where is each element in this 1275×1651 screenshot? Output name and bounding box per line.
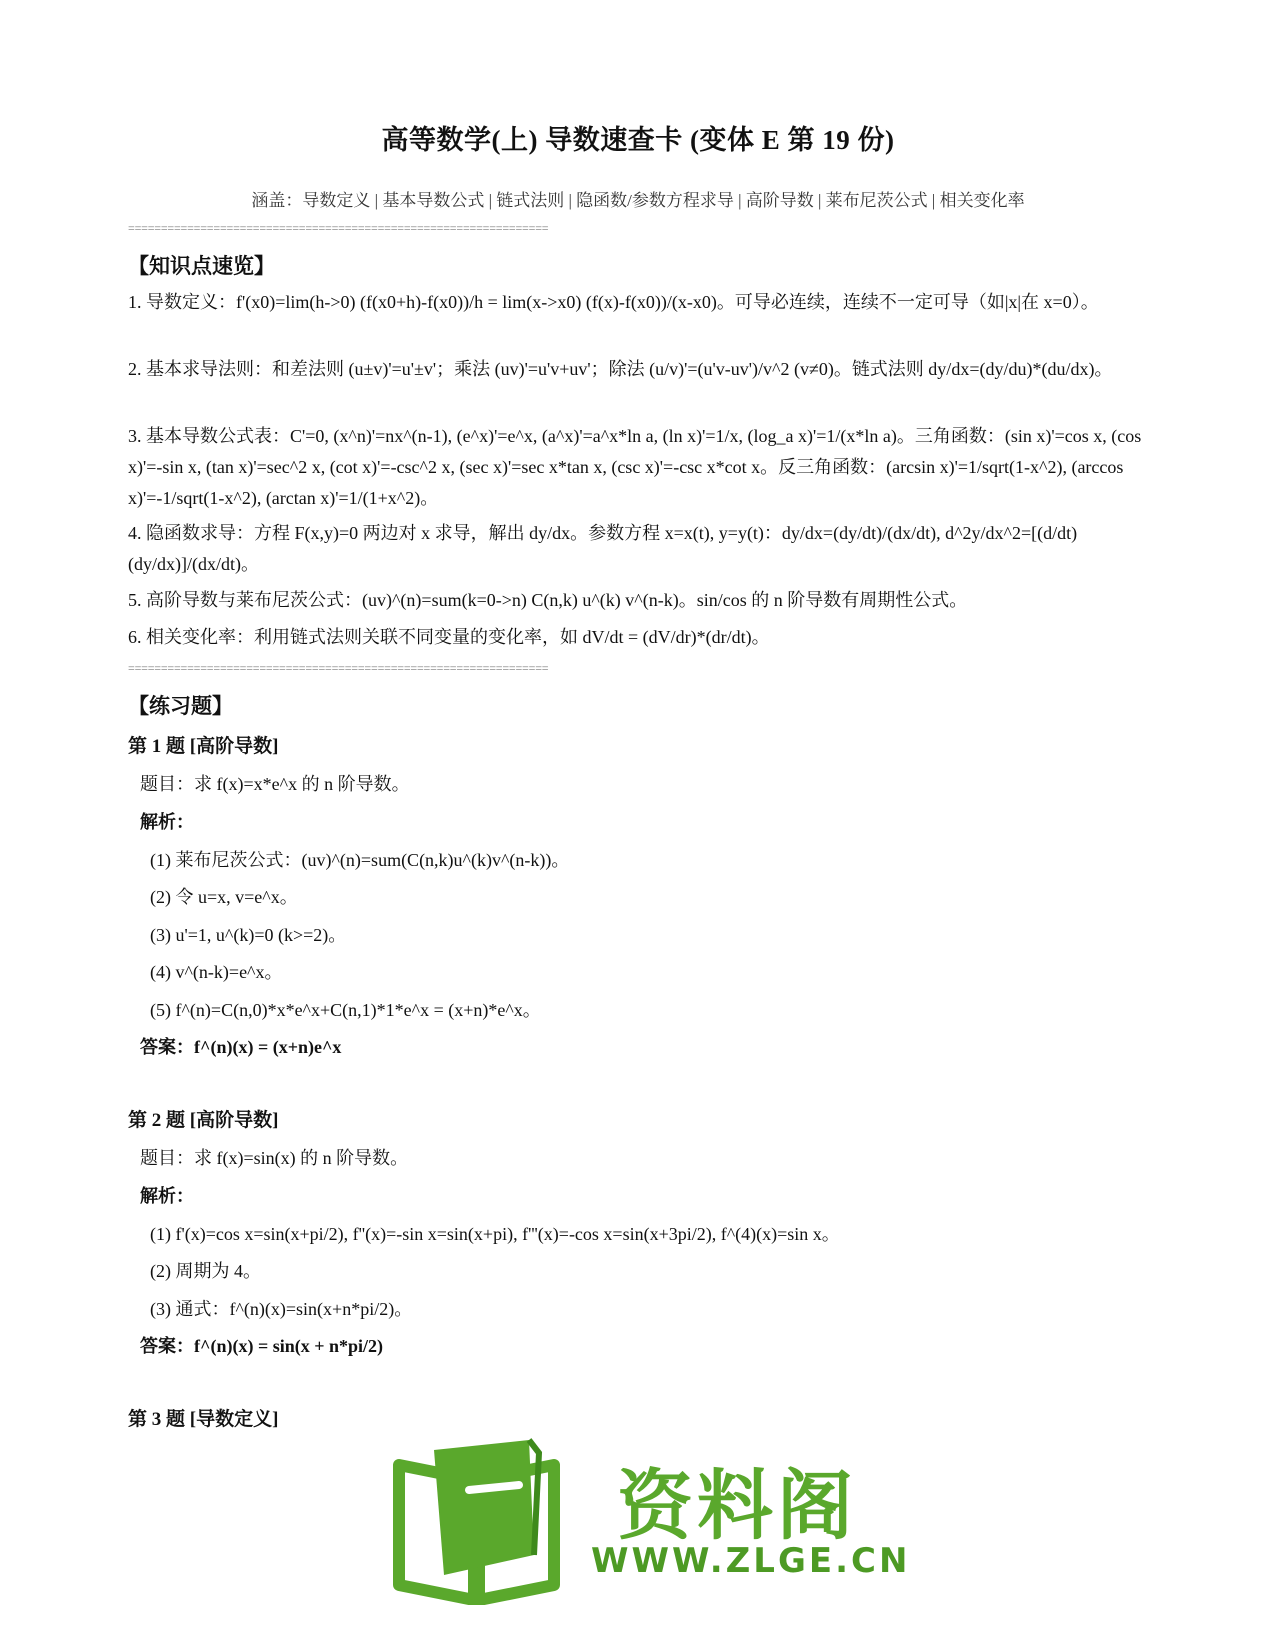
knowledge-item-4: 4. 隐函数求导：方程 F(x,y)=0 两边对 x 求导，解出 dy/dx。参数方程 x=x(t), y=y(t)：dy/dx=(dy/dt)/(dx/dt), d^2y/dx^2=[(d/dt)(dy/dx)]/(dx/dt)。: [128, 523, 1078, 574]
knowledge-item-2: 2. 基本求导法则：和差法则 (u±v)'=u'±v'；乘法 (uv)'=u'v+uv'；除法 (u/v)'=(u'v-uv')/v^2 (v≠0)。链式法则 dy/dx=(dy/du)*(du/dx)。: [128, 359, 1113, 379]
divider-middle: ================================================================: [128, 661, 549, 675]
watermark-name: 资料阁: [617, 1461, 857, 1550]
question-2-heading: 第 2 题 [高阶导数]: [128, 1110, 279, 1131]
knowledge-item-3: 3. 基本导数公式表：C'=0, (x^n)'=nx^(n-1), (e^x)'=e^x, (a^x)'=a^x*ln a, (ln x)'=1/x, (log_a x)'=1/(x*ln a)。三角函数：(sin x)'=cos x, (cos x)'=-sin x, (tan x)'=sec^2 x, (cot x)'=-csc^2 x, (sec x)'=sec x*tan x, (csc x)'=-csc x*cot x。反三角函数：(arcsin x)'=1/sqrt(1-x^2), (arccos x)'=-1/sqrt(1-x^2), (arctan x)'=1/(1+x^2)。: [128, 426, 1142, 508]
question-1-step-1: (1) 莱布尼茨公式：(uv)^(n)=sum(C(n,k)u^(k)v^(n-k))。: [150, 850, 570, 870]
divider-top: ================================================================: [128, 221, 549, 235]
watermark-url: WWW.ZLGE.CN: [591, 1541, 911, 1581]
page-subtitle: 涵盖：导数定义 | 基本导数公式 | 链式法则 | 隐函数/参数方程求导 | 高阶导数 | 莱布尼茨公式 | 相关变化率: [251, 191, 1025, 210]
question-1-step-5: (5) f^(n)=C(n,0)*x*e^x+C(n,1)*1*e^x = (x+n)*e^x。: [150, 1000, 541, 1020]
question-1-step-2: (2) 令 u=x, v=e^x。: [150, 887, 298, 907]
book-icon: [379, 1435, 579, 1605]
knowledge-heading: 【知识点速览】: [128, 254, 275, 278]
practice-heading: 【练习题】: [128, 694, 233, 718]
question-2-step-1: (1) f'(x)=cos x=sin(x+pi/2), f''(x)=-sin x=sin(x+pi), f'''(x)=-cos x=sin(x+3pi/2), f^(4)(x)=sin x。: [150, 1224, 840, 1244]
question-2-step-3: (3) 通式：f^(n)(x)=sin(x+n*pi/2)。: [150, 1299, 413, 1319]
question-1-answer: 答案：f^(n)(x) = (x+n)e^x: [140, 1037, 342, 1057]
question-2-step-2: (2) 周期为 4。: [150, 1261, 261, 1281]
question-2-analysis-label: 解析：: [140, 1186, 194, 1206]
knowledge-item-5: 5. 高阶导数与莱布尼茨公式：(uv)^(n)=sum(k=0->n) C(n,k) u^(k) v^(n-k)。sin/cos 的 n 阶导数有周期性公式。: [128, 590, 968, 610]
question-2-body: 题目：求 f(x)=sin(x) 的 n 阶导数。: [140, 1148, 409, 1168]
question-1-analysis-label: 解析：: [140, 812, 194, 832]
question-1-step-4: (4) v^(n-k)=e^x。: [150, 962, 283, 982]
question-1-heading: 第 1 题 [高阶导数]: [128, 736, 279, 757]
watermark-logo: [399, 1445, 911, 1615]
question-3-heading: 第 3 题 [导数定义]: [128, 1409, 279, 1430]
question-1-body: 题目：求 f(x)=x*e^x 的 n 阶导数。: [140, 774, 410, 794]
knowledge-item-1: 1. 导数定义：f'(x0)=lim(h->0) (f(x0+h)-f(x0))/h = lim(x->x0) (f(x)-f(x0))/(x-x0)。可导必连续，连续不一定可导（如|x|在 x=0）。: [128, 292, 1099, 312]
question-2-answer: 答案：f^(n)(x) = sin(x + n*pi/2): [140, 1336, 383, 1356]
page-title: 高等数学(上) 导数速查卡 (变体 E 第 19 份): [381, 125, 895, 155]
question-1-step-3: (3) u'=1, u^(k)=0 (k>=2)。: [150, 925, 347, 945]
knowledge-item-6: 6. 相关变化率：利用链式法则关联不同变量的变化率，如 dV/dt = (dV/dr)*(dr/dt)。: [128, 627, 770, 647]
